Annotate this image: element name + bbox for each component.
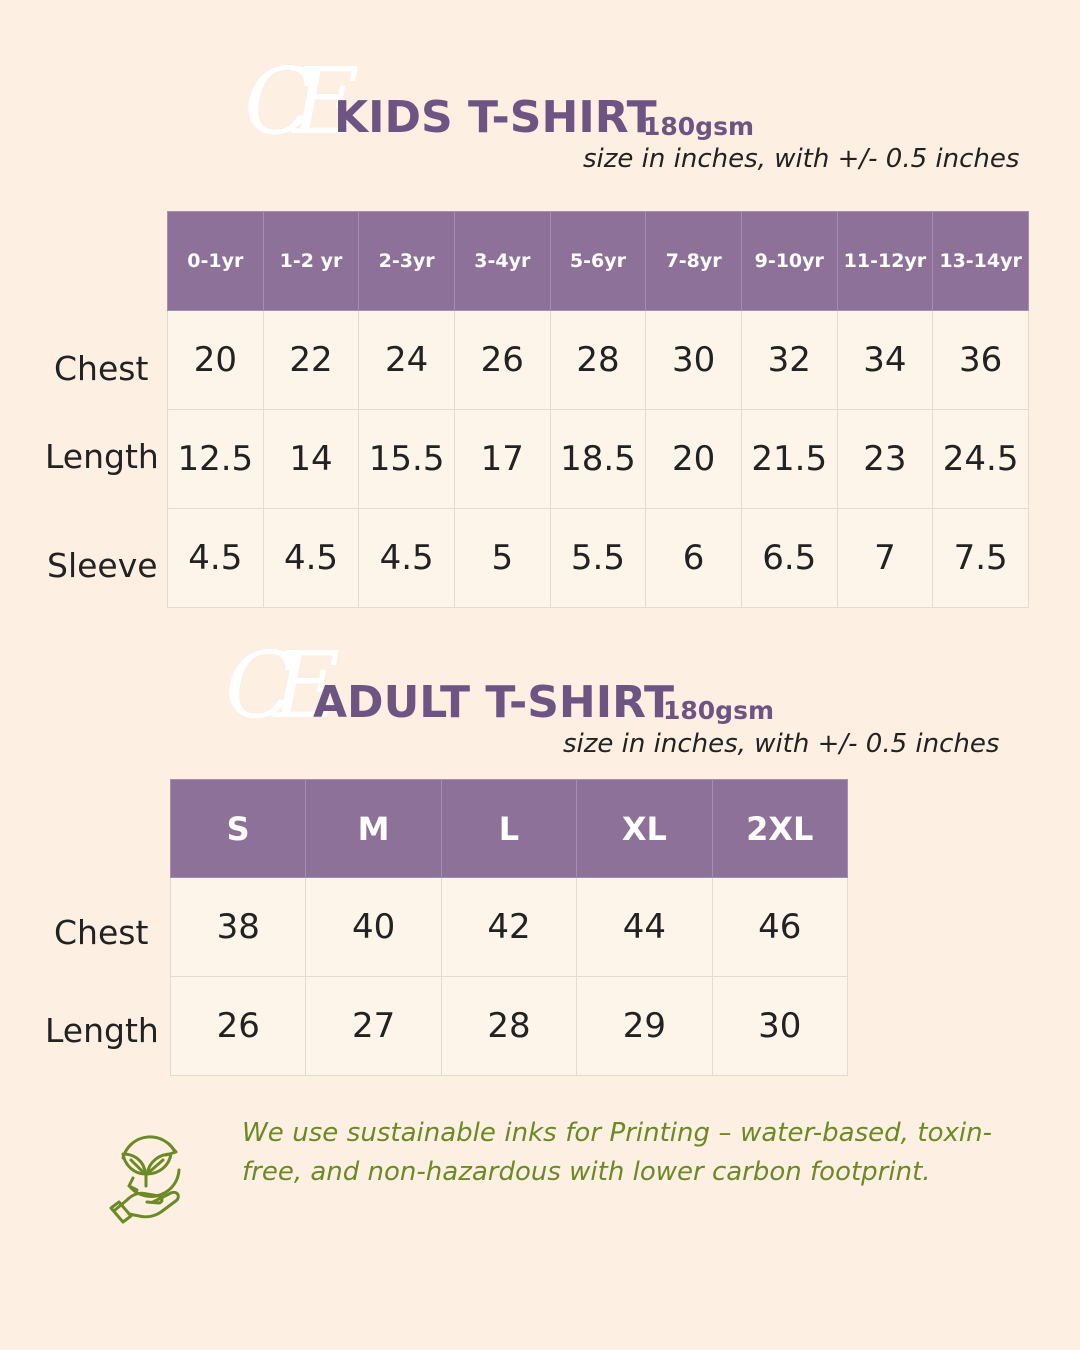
adult-header-cell: L	[441, 780, 576, 878]
kids-header-cell: 11-12yr	[837, 212, 933, 311]
adult-brand-logo: CE	[225, 632, 319, 739]
table-cell: 4.5	[359, 509, 455, 608]
adult-gsm: 180gsm	[663, 696, 775, 725]
table-cell: 14	[263, 410, 359, 509]
kids-row-sleeve	[168, 509, 1029, 608]
table-cell: 22	[263, 311, 359, 410]
table-cell: 17	[454, 410, 550, 509]
table-cell: 30	[646, 311, 742, 410]
table-cell: 7.5	[933, 509, 1029, 608]
table-cell: 6	[646, 509, 742, 608]
table-cell: 4.5	[168, 509, 264, 608]
kids-row-chest	[168, 311, 1029, 410]
adult-row-chest	[171, 878, 848, 977]
kids-gsm: 180gsm	[643, 112, 755, 141]
table-cell: 42	[441, 878, 576, 977]
kids-header-cell: 0-1yr	[168, 212, 264, 311]
table-cell: 32	[741, 311, 837, 410]
table-cell: 20	[646, 410, 742, 509]
kids-header-cell: 13-14yr	[933, 212, 1029, 311]
table-cell: 26	[454, 311, 550, 410]
table-cell: 18.5	[550, 410, 646, 509]
kids-row-label-sleeve: Sleeve	[47, 546, 158, 585]
table-cell: 29	[577, 977, 712, 1076]
table-cell: 46	[712, 878, 847, 977]
table-cell: 26	[171, 977, 306, 1076]
adult-header-cell: M	[306, 780, 441, 878]
table-cell: 6.5	[741, 509, 837, 608]
table-cell: 28	[550, 311, 646, 410]
adult-row-label-chest: Chest	[54, 913, 149, 952]
kids-header-row	[168, 212, 1029, 311]
table-cell: 5	[454, 509, 550, 608]
adult-header-cell: S	[171, 780, 306, 878]
table-cell: 7	[837, 509, 933, 608]
table-cell: 44	[577, 878, 712, 977]
adult-size-table	[170, 779, 848, 1076]
kids-header-cell: 2-3yr	[359, 212, 455, 311]
table-cell: 24.5	[933, 410, 1029, 509]
adult-size-note: size in inches, with +/- 0.5 inches	[563, 729, 1000, 759]
table-cell: 24	[359, 311, 455, 410]
table-cell: 38	[171, 878, 306, 977]
kids-size-note: size in inches, with +/- 0.5 inches	[583, 144, 1020, 174]
table-cell: 15.5	[359, 410, 455, 509]
kids-row-label-length: Length	[45, 437, 159, 476]
table-cell: 34	[837, 311, 933, 410]
table-cell: 20	[168, 311, 264, 410]
eco-hand-leaf-icon	[105, 1128, 189, 1224]
adult-header-row	[171, 780, 848, 878]
table-cell: 12.5	[168, 410, 264, 509]
kids-row-length	[168, 410, 1029, 509]
kids-header-cell: 7-8yr	[646, 212, 742, 311]
table-cell: 40	[306, 878, 441, 977]
kids-row-label-chest: Chest	[54, 349, 149, 388]
kids-header-cell: 1-2 yr	[263, 212, 359, 311]
table-cell: 36	[933, 311, 1029, 410]
kids-header-cell: 5-6yr	[550, 212, 646, 311]
adult-header-cell: 2XL	[712, 780, 847, 878]
adult-title: ADULT T-SHIRT	[313, 677, 675, 728]
table-cell: 21.5	[741, 410, 837, 509]
table-cell: 30	[712, 977, 847, 1076]
sustainability-note: We use sustainable inks for Printing – water-based, toxin-free, and non-hazardous with lower carbon footprint.	[242, 1118, 992, 1187]
kids-header-cell: 9-10yr	[741, 212, 837, 311]
table-cell: 23	[837, 410, 933, 509]
adult-header-cell: XL	[577, 780, 712, 878]
kids-title: KIDS T-SHIRT	[334, 92, 657, 143]
table-cell: 4.5	[263, 509, 359, 608]
kids-brand-logo: CE	[244, 48, 338, 155]
adult-row-label-length: Length	[45, 1011, 159, 1050]
table-cell: 28	[441, 977, 576, 1076]
adult-row-length	[171, 977, 848, 1076]
kids-header-cell: 3-4yr	[454, 212, 550, 311]
table-cell: 5.5	[550, 509, 646, 608]
table-cell: 27	[306, 977, 441, 1076]
kids-size-table	[167, 211, 1029, 608]
